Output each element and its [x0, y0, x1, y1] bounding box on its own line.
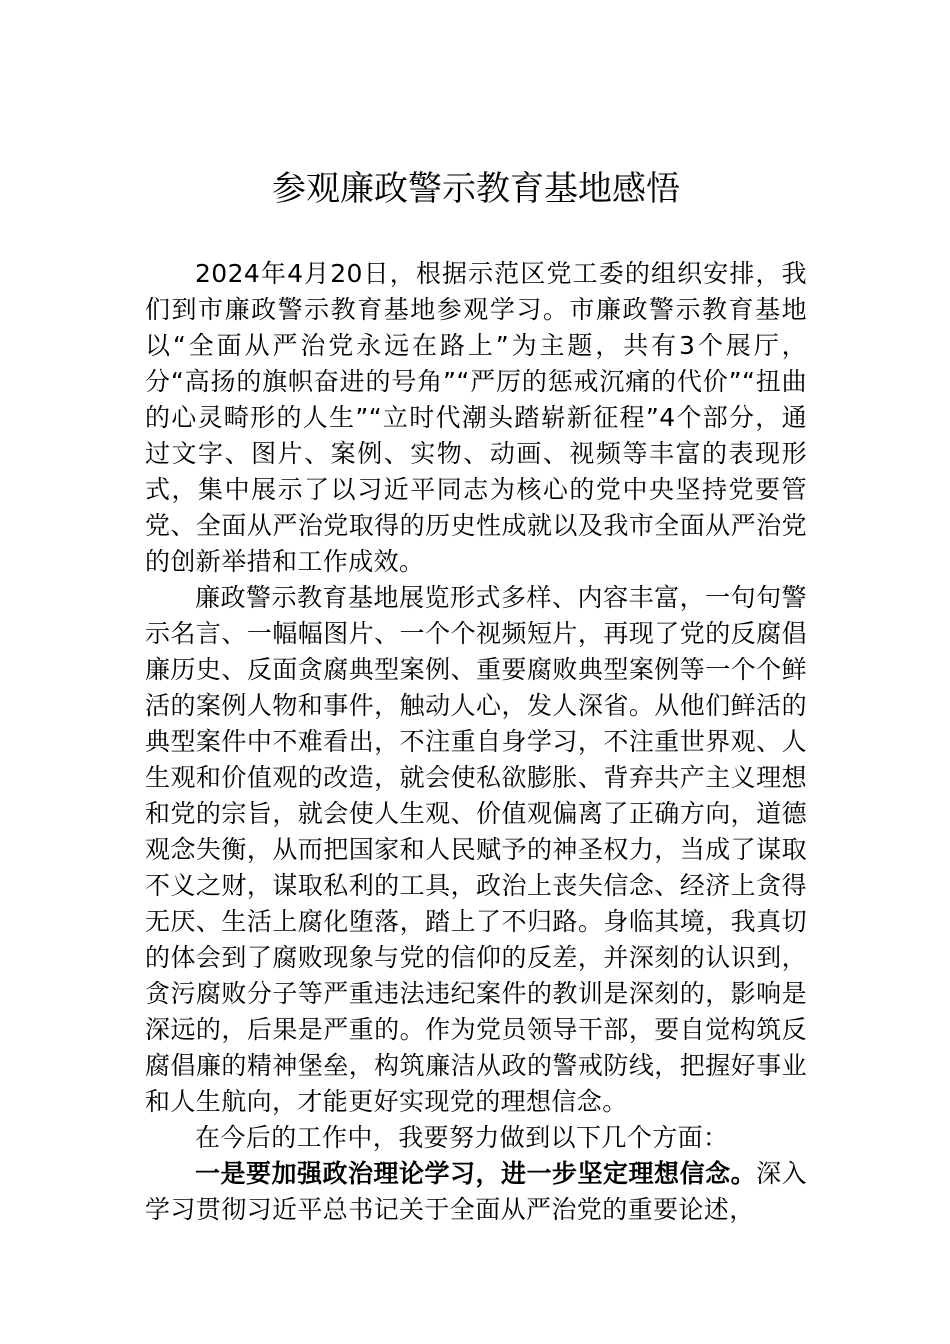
paragraph-text: 2024年4月20日，根据示范区党工委的组织安排，我们到市廉政警示教育基地参观学习。市廉政警示教育基地以“全面从严治党永远在路上”为主题，共有3个展厅，分“高扬的旗帜奋进的号角”“严厉的惩戒沉痛的代价”“扭曲的心灵畸形的人生”“立时代潮头踏崭新征程”4个部分，通过文字、图片、案例、实物、动画、视频等丰富的表现形式，集中展示了以习近平同志为核心的党中央坚持党要管党、全面从严治党取得的历史性成就以及我市全面从严治党的创新举措和工作成效。	[145, 259, 807, 576]
paragraph-exhibition-reflection	[145, 580, 807, 1120]
paragraph-bold-lead: 一是要加强政治理论学习，进一步坚定理想信念。	[195, 1159, 757, 1188]
document-title: 参观廉政警示教育基地感悟	[272, 169, 680, 209]
paragraph-future-work-intro	[145, 1120, 807, 1156]
paragraph-text: 在今后的工作中，我要努力做到以下几个方面：	[195, 1123, 729, 1152]
paragraph-text: 廉政警示教育基地展览形式多样、内容丰富，一句句警示名言、一幅幅图片、一个个视频短片，再现了党的反腐倡廉历史、反面贪腐典型案例、重要腐败典型案例等一个个鲜活的案例人物和事件，触动人心，发人深省。从他们鲜活的典型案件中不难看出，不注重自身学习，不注重世界观、人生观和价值观的改造，就会使私欲膨胀、背弃共产主义理想和党的宗旨，就会使人生观、价值观偏离了正确方向，道德观念失衡，从而把国家和人民赋予的神圣权力，当成了谋取不义之财，谋取私利的工具，政治上丧失信念、经济上贪得无厌、生活上腐化堕落，踏上了不归路。身临其境，我真切的体会到了腐败现象与党的信仰的反差，并深刻的认识到，贪污腐败分子等严重违法违纪案件的教训是深刻的，影响是深远的，后果是严重的。作为党员领导干部，要自觉构筑反腐倡廉的精神堡垒，构筑廉洁从政的警戒防线，把握好事业和人生航向，才能更好实现党的理想信念。	[145, 583, 807, 1116]
paragraph-point-one	[145, 1156, 807, 1228]
paragraph-visit-overview	[145, 256, 807, 580]
document-body	[145, 256, 807, 1228]
paragraph-text: 深入学习贯彻习近平总书记关于全面从严治党的重要论述，	[145, 1159, 807, 1224]
